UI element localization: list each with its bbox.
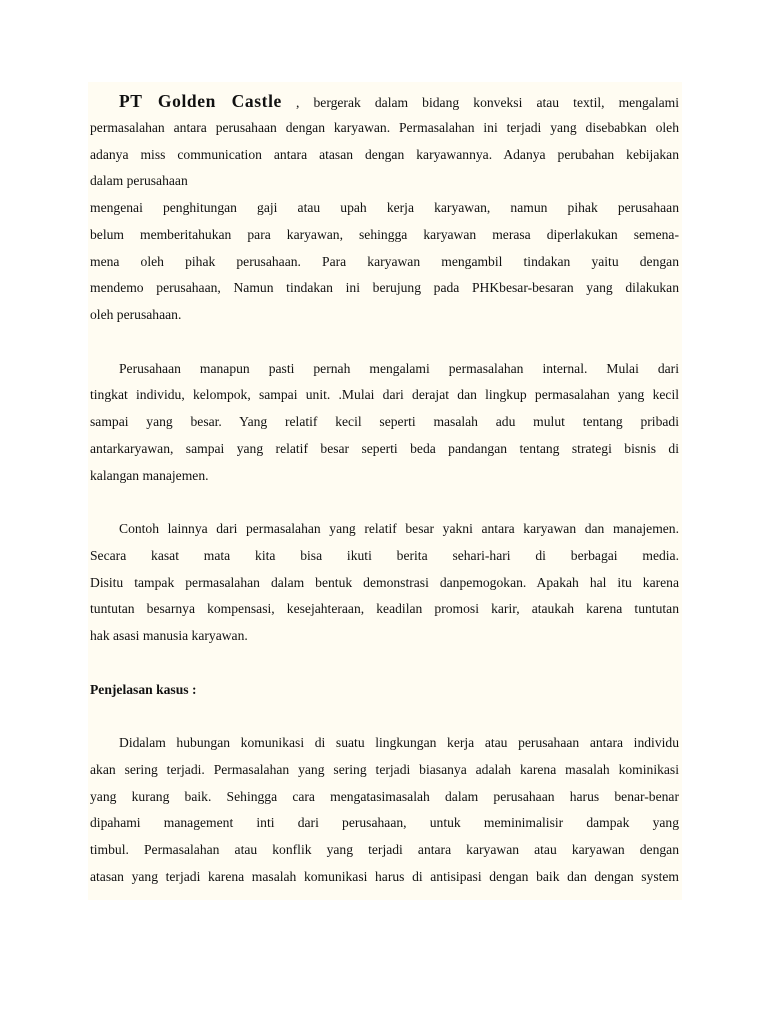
company-name: PT Golden Castle [119,91,282,111]
paragraph-4-line: timbul. Permasalahan atau konflik yang terjadi antara karyawan atau karyawan dengan [90,842,679,857]
paragraph-1-line: oleh perusahaan. [90,307,182,322]
paragraph-4-line: atasan yang terjadi karena masalah komunikasi harus di antisipasi dengan baik dan dengan system [90,868,679,884]
paragraph-1-line-1 [90,88,679,115]
section-heading: Penjelasan kasus : [90,681,197,697]
paragraph-1-line: dalam perusahaan [90,173,188,189]
paragraph-1-line: mena oleh pihak perusahaan. Para karyawan mengambil tindakan yaitu dengan [90,253,679,269]
paragraph-2-line: antarkaryawan, sampai yang relatif besar seperti beda pandangan tentang strategi bisnis di [90,440,679,456]
paragraph-spacer [90,703,679,730]
paragraph-1-line-1-text: , bergerak dalam bidang konveksi atau textil, mengalami [296,95,679,110]
paragraph-4-line: Didalam hubungan komunikasi di suatu lingkungan kerja atau perusahaan antara individu [119,735,679,750]
paragraph-3-line: Disitu tampak permasalahan dalam bentuk demonstrasi danpemogokan. Apakah hal itu karena [90,574,679,590]
paragraph-spacer [90,650,679,677]
paragraph-3-line: Secara kasat mata kita bisa ikuti berita sehari-hari di berbagai media. [90,547,679,563]
paragraph-2-line: Perusahaan manapun pasti pernah mengalami permasalahan internal. Mulai dari [119,360,679,376]
paragraph-3-line: tuntutan besarnya kompensasi, kesejahteraan, keadilan promosi karir, ataukah karena tuntutan [90,601,679,617]
paragraph-1-line: mendemo perusahaan, Namun tindakan ini berujung pada PHKbesar-besaran yang dilakukan [90,280,679,296]
paragraph-4-line: dipahami management inti dari perusahaan, untuk meminimalisir dampak yang [90,815,679,831]
paragraph-1-line: belum memberitahukan para karyawan, sehingga karyawan merasa diperlakukan semena- [90,226,679,242]
paragraph-2-line: tingkat individu, kelompok, sampai unit. .Mulai dari derajat dan lingkup permasalahan yang kecil [90,387,679,403]
paragraph-3-line: hak asasi manusia karyawan. [90,628,248,643]
paragraph-2-line: kalangan manajemen. [90,467,209,483]
paragraph-1-line: permasalahan antara perusahaan dengan karyawan. Permasalahan ini terjadi yang disebabkan oleh [90,119,679,135]
paragraph-spacer [90,489,679,516]
paragraph-spacer [90,329,679,356]
document-body [90,88,679,891]
paragraph-3-line: Contoh lainnya dari permasalahan yang relatif besar yakni antara karyawan dan manajemen. [119,521,679,536]
paragraph-4-line: yang kurang baik. Sehingga cara mengatasimasalah dalam perusahaan harus benar-benar [90,788,679,804]
paragraph-2-line: sampai yang besar. Yang relatif kecil seperti masalah adu mulut tentang pribadi [90,414,679,429]
paragraph-1-line: mengenai penghitungan gaji atau upah kerja karyawan, namun pihak perusahaan [90,200,679,215]
paragraph-1-line: adanya miss communication antara atasan dengan karyawannya. Adanya perubahan kebijakan [90,146,679,162]
paragraph-4-line: akan sering terjadi. Permasalahan yang sering terjadi biasanya adalah karena masalah kominikasi [90,761,679,777]
